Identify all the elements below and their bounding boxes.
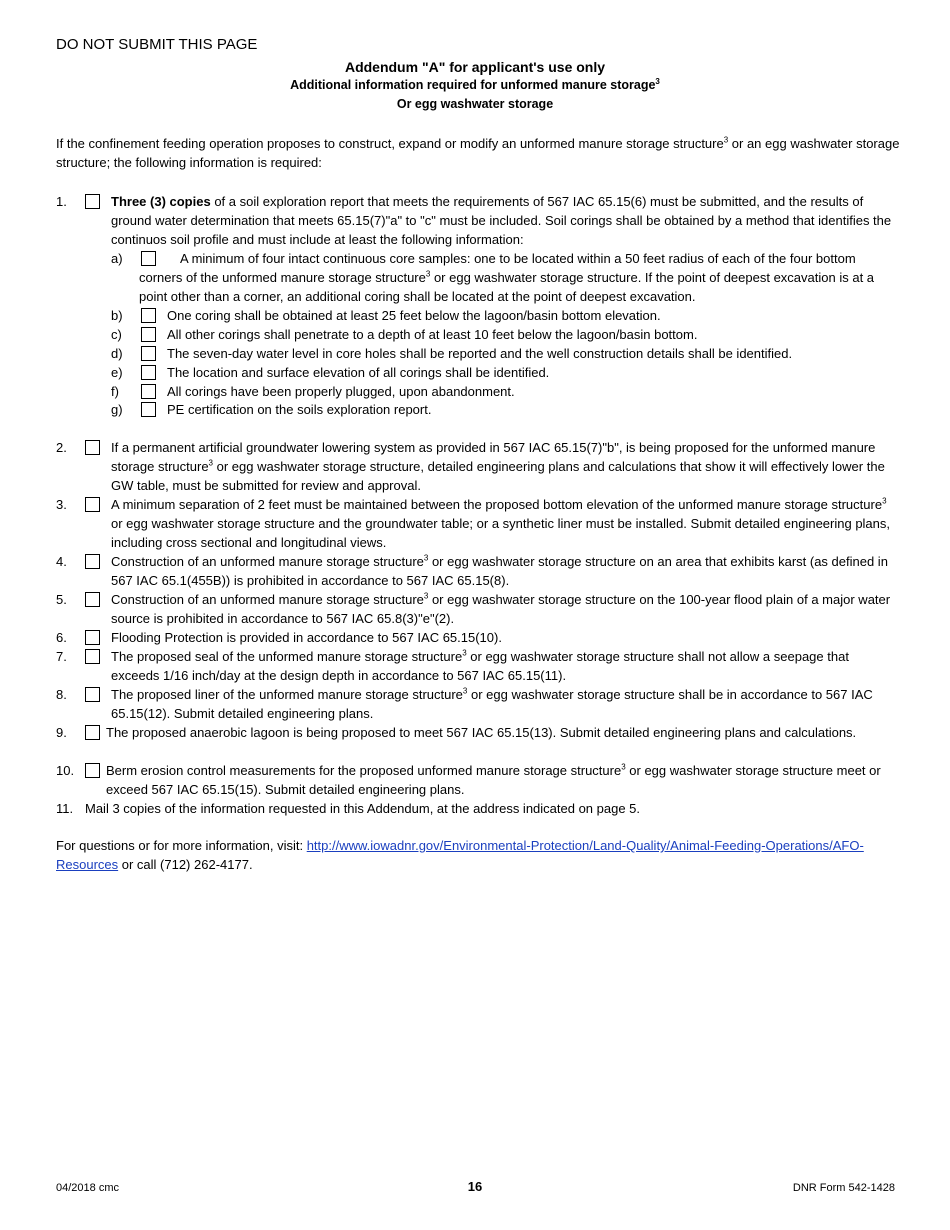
addendum-header xyxy=(0,58,950,114)
item-text: Construction of an unformed manure storage structure$^3$ or egg washwater storage structure on the 100-year flood plain of a major water source is prohibited in accordance to 567 IAC 65.8(3)"e"(2). xyxy=(111,591,891,626)
checkbox-item-3[interactable] xyxy=(85,497,100,512)
checkbox-item-5[interactable] xyxy=(85,592,100,607)
checkbox-item-7[interactable] xyxy=(85,649,100,664)
item-text: Berm erosion control measurements for the proposed unformed manure storage structure$^3$ or egg washwater storage structure meet or exceed 567 IAC 65.15(15). Submit detailed engineering plans. xyxy=(106,762,881,797)
intro-paragraph: If the confinement feeding operation proposes to construct, expand or modify an unformed manure storage structure$^3$ or an egg washwater storage structure; the following information is required: xyxy=(56,135,900,170)
questions-paragraph: For questions or for more information, visit: http://www.iowadnr.gov/Environmental-Protection/Land-Quality/Animal-Feeding-Operations/AFO-Resources or call (712) 262-4177. xyxy=(56,838,864,872)
checkbox-item-1[interactable] xyxy=(85,194,100,209)
form-number: DNR Form 542-1428 xyxy=(792,1182,895,1194)
page-number: 16 xyxy=(467,1179,483,1194)
checkbox-item-9[interactable] xyxy=(85,725,100,740)
checkbox-item-1b[interactable] xyxy=(141,308,156,323)
checkbox-item-1g[interactable] xyxy=(141,402,156,417)
checkbox-item-4[interactable] xyxy=(85,554,100,569)
checkbox-item-1e[interactable] xyxy=(141,365,156,380)
do-not-submit-note: DO NOT SUBMIT THIS PAGE xyxy=(56,36,258,53)
item-number: 1. xyxy=(56,194,67,209)
item-text: Three (3) copies of a soil exploration report that meets the requirements of 567 IAC 65.15(6) must be submitted, and the results of ground water determination that meets 65.15(7)"a" to "c" must be included. Soil corings shall be obtained by a method that identifies the continuos soil profile and must include at least the following information: xyxy=(111,194,892,247)
checkbox-item-8[interactable] xyxy=(85,687,100,702)
checkbox-item-2[interactable] xyxy=(85,440,100,455)
checkbox-item-1d[interactable] xyxy=(141,346,156,361)
footer-date: 04/2018 cmc xyxy=(56,1182,119,1194)
item-text: Construction of an unformed manure storage structure$^3$ or egg washwater storage structure on an area that exhibits karst (as defined in 567 IAC 65.1(455B)) is prohibited in accordance to 567 IAC 65.15(8). xyxy=(111,553,888,588)
checkbox-item-10[interactable] xyxy=(85,763,100,778)
item-text: The proposed liner of the unformed manure storage structure$^3$ or egg washwater storage structure shall be in accordance to 567 IAC 65.15(12). Submit detailed engineering plans. xyxy=(111,686,873,721)
addendum-subtitle-2: Or egg washwater storage xyxy=(396,97,554,111)
item-text: The proposed anaerobic lagoon is being proposed to meet 567 IAC 65.15(13). Submit detailed engineering plans and calculations. xyxy=(106,725,857,740)
item-text: Flooding Protection is provided in accordance to 567 IAC 65.15(10). xyxy=(111,630,502,645)
checkbox-item-6[interactable] xyxy=(85,630,100,645)
item-text: Mail 3 copies of the information requested in this Addendum, at the address indicated on page 5. xyxy=(85,801,641,816)
form-page: DO NOT SUBMIT THIS PAGE Addendum "A" for applicant's use only Additional information required for unformed manure storage$^3$ Or egg washwater storage If the confinement feeding operation proposes to construct, expand or modify an unformed manure storage structure$^3$ or an egg washwater storage structure; the following information is required: 1. Three (3) copies of a soil exploration report that meets the requirements of 567 IAC 65.15(6) must be submitted, and the results of ground water determination that meets 65.15(7)"a" to "c" must be included. Soil corings shall be obtained by a method that identifies the continuos soil profile and must include at least the following information: a) A minimum of four intact continuous core samples: one to be located within a 50 feet radius of each of the four bottom corners of the unformed manure storage structure$^3$ or egg washwater storage structure. If the point of deepest excavation is at a point other than a corner, an additional coring shall be located at the point of deepest excavation. b) One coring shall be obtained at least 25 feet below the lagoon/basin bottom elevation. c) All other corings shall penetrate to a depth of at least 10 feet below the lagoon/basin bottom. d) The seven-day water level in core holes shall be reported and the well construction details shall be identified. e) The location and surface elevation of all corings shall be identified. f) All corings have been properly plugged, upon abandonment. g) PE certification on the soils exploration report. 2. If a permanent artificial groundwater lowering system as provided in 567 IAC 65.15(7)"b", is being proposed for the unformed manure storage structure$^3$ or egg washwater storage structure, detailed engineering plans and calculations that show it will effectively lower the GW table, must be submitted for review and approval. 3. A minimum separation of 2 feet must be maintained between the proposed bottom elevation of the unformed manure storage structure$^3$ or egg washwater storage structure and the groundwater table; or a synthetic liner must be installed. Submit detailed engineering plans, including cross sectional and longitudinal views. 4. Construction of an unformed manure storage structure$^3$ or egg washwater storage structure on an area that exhibits karst (as defined in 567 IAC 65.1(455B)) is prohibited in accordance to 567 IAC 65.15(8). 5. Construction of an unformed manure storage structure$^3$ or egg washwater storage structure on the 100-year flood plain of a major water source is prohibited in accordance to 567 IAC 65.8(3)"e"(2). 6. Flooding Protection is provided in accordance to 567 IAC 65.15(10). 7. The proposed seal of the unformed manure storage structure$^3$ or egg washwater storage structure shall not allow a seepage that exceeds 1/16 inch/day at the design depth in accordance to 567 IAC 65.15(11). 8. The proposed liner of the unformed manure storage structure$^3$ or egg washwater storage structure shall be in accordance to 567 IAC 65.15(12). Submit detailed engineering plans. 9. The proposed anaerobic lagoon is being proposed to meet 567 IAC 65.15(13). Submit detailed engineering plans and calculations. 10. Berm erosion control measurements for the proposed unformed manure storage structure$^3$ or egg washwater storage structure meet or exceed 567 IAC 65.15(15). Submit detailed engineering plans. 11. Mail 3 copies of the information requested in this Addendum, at the address indicated on page 5. For questions or for more information, visit: http://www.iowadnr.gov/Environmental-Protection/Land-Quality/Animal-Feeding-Operations/AFO-Resources or call (712) 262-4177. 04/2018 cmc 16 DNR Form 542-1428 xyxy=(0,0,950,1230)
item-text: The proposed seal of the unformed manure storage structure$^3$ or egg washwater storage structure shall not allow a seepage that exceeds 1/16 inch/day at the design depth in accordance to 567 IAC 65.15(11). xyxy=(111,648,849,683)
addendum-subtitle: Additional information required for unformed manure storage$^3$ xyxy=(290,76,660,92)
addendum-title: Addendum "A" for applicant's use only xyxy=(344,59,606,75)
sub-item-text: A minimum of four intact continuous core samples: one to be located within a 50 feet radius of each of the four bottom corners of the unformed manure storage structure$^3$ or egg washwater storage structure. If the point of deepest excavation is at a point other than a corner, an additional coring shall be located at the point of deepest excavation. xyxy=(139,251,875,304)
checkbox-item-1c[interactable] xyxy=(141,327,156,342)
item-text: If a permanent artificial groundwater lowering system as provided in 567 IAC 65.15(7)"b", is being proposed for the unformed manure storage structure$^3$ or egg washwater storage structure, detailed engineering plans and calculations that show it will effectively lower the GW table, must be submitted for review and approval. xyxy=(111,440,885,493)
checkbox-item-1f[interactable] xyxy=(141,384,156,399)
afo-resources-link[interactable]: http://www.iowadnr.gov/Environmental-Protection/Land-Quality/Animal-Feeding-Operations/AFO-Resources xyxy=(56,838,864,872)
item-text: A minimum separation of 2 feet must be maintained between the proposed bottom elevation of the unformed manure storage structure$^3$ or egg washwater storage structure and the groundwater table; or a synthetic liner must be installed. Submit detailed engineering plans, including cross sectional and longitudinal views. xyxy=(111,496,891,550)
